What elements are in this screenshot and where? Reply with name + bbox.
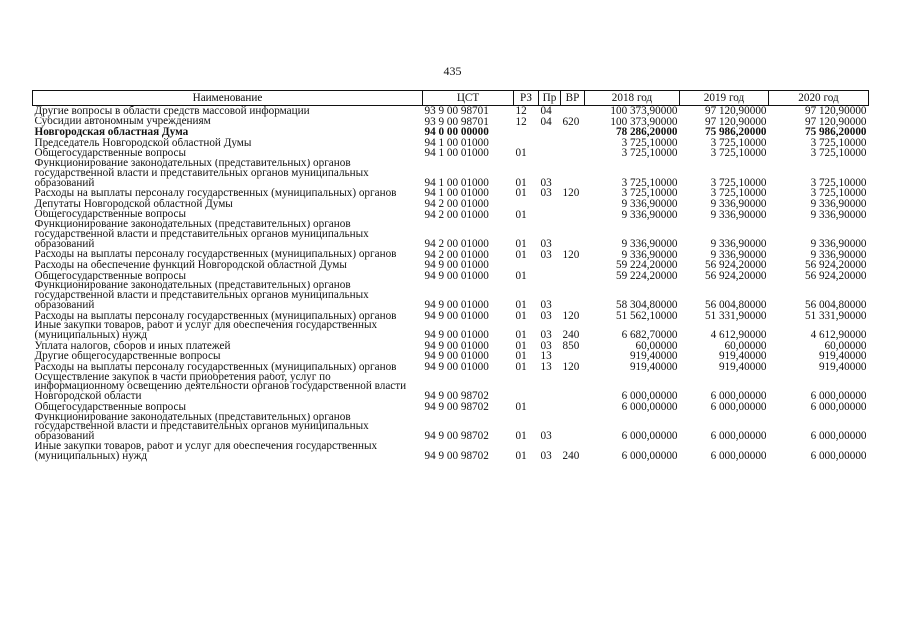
cell-y2019: 75 986,20000 <box>704 127 767 138</box>
cell-cst: 94 9 00 01000 <box>424 310 489 322</box>
cell-y2019: 60,00000 <box>724 340 767 352</box>
cell-y2018: 919,40000 <box>629 351 678 363</box>
cell-cst: 94 9 00 98702 <box>424 402 489 413</box>
cell-y2019: 3 725,10000 <box>710 148 767 159</box>
cell-cst: 94 1 00 01000 <box>424 137 489 149</box>
cell-pr <box>539 402 561 413</box>
table-row <box>33 159 869 188</box>
cell-rz <box>514 138 539 149</box>
cell-y2020: 3 725,10000 <box>810 188 867 199</box>
cell-cst: 94 1 00 01000 <box>424 188 489 199</box>
cell-pr <box>539 199 561 210</box>
header-2018: 2018 год <box>585 91 680 106</box>
table-row <box>33 442 869 462</box>
cell-y2019: 919,40000 <box>718 362 767 373</box>
cell-y2019: 97 120,90000 <box>704 105 767 117</box>
table-row <box>33 148 869 159</box>
cell-vr <box>561 127 585 138</box>
table-row <box>33 281 869 310</box>
cell-y2018: 6 000,00000 <box>621 390 678 403</box>
header-2020: 2020 год <box>769 91 869 106</box>
cell-vr <box>561 220 585 249</box>
cell-cst: 94 9 00 01000 <box>424 329 489 341</box>
cell-y2019: 56 924,20000 <box>704 260 767 271</box>
cell-y2020: 6 000,00000 <box>810 402 867 413</box>
cell-y2020: 75 986,20000 <box>804 127 867 138</box>
cell-vr <box>561 210 585 221</box>
cell-rz: 01 <box>515 249 527 261</box>
cell-y2020: 9 336,90000 <box>810 249 867 261</box>
cell-y2020: 9 336,90000 <box>810 198 867 210</box>
cell-name: Уплата налогов, сборов и иных платежей <box>34 340 231 352</box>
cell-y2019: 9 336,90000 <box>710 237 767 250</box>
cell-y2018: 51 562,10000 <box>615 310 678 322</box>
cell-pr: 03 <box>540 299 552 311</box>
cell-cst: 94 9 00 98702 <box>424 430 489 443</box>
cell-rz: 01 <box>515 270 527 282</box>
cell-pr: 03 <box>540 176 552 189</box>
header-rz: РЗ <box>514 91 539 106</box>
cell-rz <box>514 373 539 402</box>
cell-vr: 240 <box>562 329 580 341</box>
cell-y2018: 78 286,20000 <box>615 127 678 138</box>
cell-y2018: 6 000,00000 <box>621 450 678 462</box>
cell-cst: 94 9 00 98702 <box>424 390 489 403</box>
cell-name: Субсидии автономным учреждениям <box>34 116 211 128</box>
cell-pr: 03 <box>540 329 552 341</box>
cell-y2019: 56 004,80000 <box>704 299 767 311</box>
cell-rz: 12 <box>515 116 527 128</box>
cell-name: Председатель Новгородской областной Думы <box>34 137 252 149</box>
cell-pr <box>539 148 561 159</box>
cell-cst: 94 9 00 01000 <box>424 362 489 373</box>
cell-cst: 94 9 00 98702 <box>424 450 489 462</box>
page-number: 435 <box>443 64 462 78</box>
cell-cst: 94 9 00 01000 <box>424 299 489 311</box>
cell-y2019: 3 725,10000 <box>710 176 767 189</box>
cell-cst: 93 9 00 98701 <box>424 105 489 117</box>
cell-cst: 94 9 00 01000 <box>424 340 489 352</box>
cell-rz: 01 <box>515 351 527 363</box>
cell-rz: 01 <box>515 402 527 413</box>
cell-y2020: 919,40000 <box>818 351 867 363</box>
header-name: Наименование <box>33 91 423 106</box>
cell-rz: 01 <box>515 430 527 443</box>
cell-y2020: 9 336,90000 <box>810 209 867 221</box>
cell-y2019: 6 000,00000 <box>710 390 767 403</box>
cell-y2019: 56 924,20000 <box>704 270 767 282</box>
cell-rz: 01 <box>515 450 527 462</box>
cell-y2018: 59 224,20000 <box>615 270 678 282</box>
cell-name: Общегосударственные вопросы <box>34 270 187 282</box>
cell-name: Иные закупки товаров, работ и услуг для обеспечения государственных (муниципальных) нужд <box>34 442 378 462</box>
cell-name: Функционирование законодательных (представительных) органов государственной власти и представительных органов муниципальных образований <box>34 158 369 189</box>
cell-y2019: 3 725,10000 <box>710 188 767 199</box>
table-row <box>33 402 869 413</box>
budget-table <box>32 90 869 462</box>
cell-rz: 01 <box>515 148 527 159</box>
cell-vr: 120 <box>562 188 580 199</box>
cell-y2019: 9 336,90000 <box>710 198 767 210</box>
cell-cst: 94 9 00 01000 <box>424 351 489 363</box>
cell-vr: 120 <box>562 362 580 373</box>
cell-vr: 620 <box>562 116 580 128</box>
cell-y2020: 56 924,20000 <box>804 270 867 282</box>
cell-y2018: 3 725,10000 <box>621 176 678 189</box>
cell-y2019: 9 336,90000 <box>710 209 767 221</box>
cell-name: Общегосударственные вопросы <box>34 148 187 159</box>
cell-rz: 12 <box>515 105 527 117</box>
cell-name: Общегосударственные вопросы <box>34 402 187 413</box>
cell-name: Иные закупки товаров, работ и услуг для обеспечения государственных (муниципальных) нужд <box>34 321 378 341</box>
cell-y2019: 97 120,90000 <box>704 116 767 128</box>
table-row <box>33 127 869 138</box>
cell-pr: 03 <box>540 450 552 462</box>
cell-y2020: 60,00000 <box>824 340 867 352</box>
cell-rz <box>514 199 539 210</box>
cell-y2018: 9 336,90000 <box>621 249 678 261</box>
cell-cst: 94 1 00 01000 <box>424 148 489 159</box>
cell-name: Функционирование законодательных (представительных) органов государственной власти и представительных органов муниципальных образований <box>34 412 369 443</box>
table-body <box>33 106 869 462</box>
cell-name: Функционирование законодательных (представительных) органов государственной власти и представительных органов муниципальных образований <box>34 281 369 311</box>
cell-vr: 120 <box>562 249 580 261</box>
cell-pr <box>539 260 561 271</box>
cell-vr <box>561 199 585 210</box>
cell-rz: 01 <box>515 329 527 341</box>
table-row <box>33 220 869 249</box>
cell-vr <box>561 402 585 413</box>
cell-cst: 94 2 00 01000 <box>424 198 489 210</box>
cell-vr <box>561 413 585 442</box>
cell-y2020: 3 725,10000 <box>810 176 867 189</box>
cell-name: Расходы на обеспечение функций Новгородской областной Думы <box>34 260 347 271</box>
cell-y2019: 3 725,10000 <box>710 137 767 149</box>
cell-vr <box>561 351 585 362</box>
cell-y2018: 9 336,90000 <box>621 209 678 221</box>
cell-pr: 03 <box>540 340 552 352</box>
cell-y2019: 919,40000 <box>718 351 767 363</box>
cell-vr <box>561 373 585 402</box>
cell-pr: 13 <box>540 362 552 373</box>
cell-cst: 94 9 00 01000 <box>424 260 489 271</box>
cell-y2018: 6 000,00000 <box>621 430 678 443</box>
cell-y2020: 9 336,90000 <box>810 237 867 250</box>
cell-pr: 03 <box>540 237 552 250</box>
cell-pr <box>539 373 561 402</box>
cell-rz: 01 <box>515 237 527 250</box>
cell-cst: 94 2 00 01000 <box>424 209 489 221</box>
cell-y2018: 9 336,90000 <box>621 198 678 210</box>
cell-pr: 03 <box>540 188 552 199</box>
cell-y2019: 6 000,00000 <box>710 430 767 443</box>
cell-vr <box>561 271 585 282</box>
table-row <box>33 188 869 199</box>
cell-pr: 03 <box>540 310 552 322</box>
cell-y2018: 100 373,90000 <box>610 105 678 117</box>
cell-y2019: 4 612,90000 <box>710 329 767 341</box>
cell-y2020: 6 000,00000 <box>810 450 867 462</box>
table-row <box>33 311 869 322</box>
cell-name: Другие вопросы в области средств массовой информации <box>34 105 310 117</box>
table-row <box>33 199 869 210</box>
cell-name: Расходы на выплаты персоналу государственных (муниципальных) органов <box>34 310 397 322</box>
table-row <box>33 117 869 128</box>
cell-y2020: 3 725,10000 <box>810 137 867 149</box>
cell-pr: 03 <box>540 249 552 261</box>
cell-rz: 01 <box>515 299 527 311</box>
cell-y2018: 3 725,10000 <box>621 148 678 159</box>
cell-pr <box>539 271 561 282</box>
cell-name: Другие общегосударственные вопросы <box>34 351 221 363</box>
table-row <box>33 138 869 149</box>
cell-name: Расходы на выплаты персоналу государственных (муниципальных) органов <box>34 188 397 199</box>
cell-rz: 01 <box>515 188 527 199</box>
cell-pr <box>539 138 561 149</box>
cell-y2018: 58 304,80000 <box>615 299 678 311</box>
cell-vr: 120 <box>562 310 580 322</box>
cell-cst: 94 2 00 01000 <box>424 237 489 250</box>
cell-vr <box>561 159 585 188</box>
cell-y2019: 6 000,00000 <box>710 402 767 413</box>
cell-y2020: 919,40000 <box>818 362 867 373</box>
cell-y2018: 100 373,90000 <box>610 116 678 128</box>
cell-y2019: 6 000,00000 <box>710 450 767 462</box>
cell-vr <box>561 106 585 117</box>
cell-pr: 13 <box>540 351 552 363</box>
cell-rz: 01 <box>515 176 527 189</box>
cell-y2020: 3 725,10000 <box>810 148 867 159</box>
cell-rz <box>514 260 539 271</box>
cell-vr <box>561 148 585 159</box>
cell-cst: 94 2 00 01000 <box>424 249 489 261</box>
cell-name: Общегосударственные вопросы <box>34 209 187 221</box>
cell-name: Расходы на выплаты персоналу государственных (муниципальных) органов <box>34 362 397 373</box>
cell-y2020: 6 000,00000 <box>810 430 867 443</box>
cell-rz <box>514 127 539 138</box>
cell-vr <box>561 138 585 149</box>
table-row <box>33 106 869 117</box>
table-row <box>33 351 869 362</box>
table-row <box>33 250 869 261</box>
cell-pr <box>539 210 561 221</box>
cell-cst: 94 0 00 00000 <box>424 127 489 138</box>
cell-y2018: 6 000,00000 <box>621 402 678 413</box>
cell-name: Функционирование законодательных (представительных) органов государственной власти и представительных органов муниципальных образований <box>34 220 369 250</box>
cell-name: Депутаты Новгородской областной Думы <box>34 198 233 210</box>
cell-name: Осуществление закупок в части приобретения работ, услуг по информационному освещению деятельности органов государственной власти Новгородской области <box>34 372 407 403</box>
cell-y2018: 6 682,70000 <box>621 329 678 341</box>
table-row <box>33 413 869 442</box>
cell-rz: 01 <box>515 362 527 373</box>
cell-vr <box>561 281 585 310</box>
cell-pr: 04 <box>540 105 552 117</box>
cell-y2018: 919,40000 <box>629 362 678 373</box>
cell-vr <box>561 260 585 271</box>
cell-y2020: 56 924,20000 <box>804 260 867 271</box>
cell-cst: 94 9 00 01000 <box>424 270 489 282</box>
cell-y2019: 9 336,90000 <box>710 249 767 261</box>
cell-y2018: 59 224,20000 <box>615 260 678 271</box>
cell-y2020: 56 004,80000 <box>804 299 867 311</box>
cell-cst: 94 1 00 01000 <box>424 176 489 189</box>
table-row <box>33 271 869 282</box>
cell-y2018: 60,00000 <box>635 340 678 352</box>
table-row <box>33 321 869 341</box>
header-cst: ЦСТ <box>423 91 514 106</box>
cell-y2018: 3 725,10000 <box>621 188 678 199</box>
cell-vr: 850 <box>562 340 580 352</box>
cell-y2020: 97 120,90000 <box>804 116 867 128</box>
cell-vr: 240 <box>562 450 580 462</box>
cell-name: Расходы на выплаты персоналу государственных (муниципальных) органов <box>34 249 397 261</box>
header-2019: 2019 год <box>680 91 769 106</box>
cell-rz: 01 <box>515 340 527 352</box>
cell-pr: 03 <box>540 430 552 443</box>
header-pr: Пр <box>539 91 561 106</box>
cell-name: Новгородская областная Дума <box>34 127 189 138</box>
cell-y2018: 9 336,90000 <box>621 237 678 250</box>
cell-y2019: 51 331,90000 <box>704 310 767 322</box>
cell-pr: 04 <box>540 116 552 128</box>
cell-y2020: 97 120,90000 <box>804 105 867 117</box>
table-row <box>33 341 869 352</box>
cell-pr <box>539 127 561 138</box>
cell-rz: 01 <box>515 310 527 322</box>
cell-cst: 93 9 00 98701 <box>424 116 489 128</box>
table-row <box>33 210 869 221</box>
cell-y2020: 4 612,90000 <box>810 329 867 341</box>
cell-y2018: 3 725,10000 <box>621 137 678 149</box>
table-row <box>33 362 869 373</box>
cell-y2020: 6 000,00000 <box>810 390 867 403</box>
cell-y2020: 51 331,90000 <box>804 310 867 322</box>
table-row <box>33 260 869 271</box>
table-header-row <box>33 91 869 106</box>
cell-rz: 01 <box>515 209 527 221</box>
table-row <box>33 373 869 402</box>
header-vr: ВР <box>561 91 585 106</box>
